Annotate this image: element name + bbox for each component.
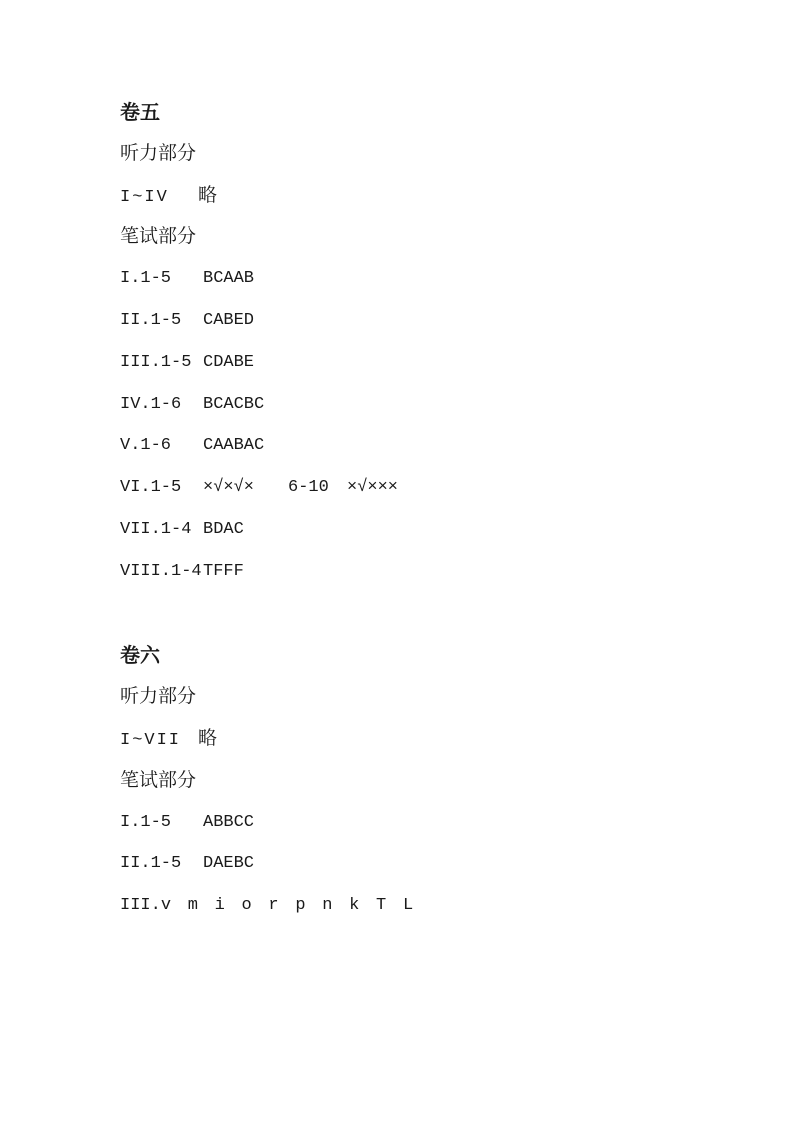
- answer-value: ×√×√×: [203, 478, 255, 498]
- answer-value: CABED: [203, 310, 255, 330]
- answer-value: CDABE: [203, 352, 255, 372]
- listening-range: I~IV: [120, 187, 169, 207]
- answer-range-2: 6-10: [288, 478, 329, 498]
- listening-note: 略: [198, 726, 218, 749]
- answer-label: II.1-5: [120, 310, 182, 330]
- answer-label: VII.1-4: [120, 519, 192, 539]
- answer-value: DAEBC: [203, 854, 255, 874]
- listening-heading: 听力部分: [120, 685, 197, 708]
- answer-value: TFFF: [203, 561, 244, 581]
- section-volume-5: [120, 100, 720, 602]
- answer-row: [120, 852, 720, 894]
- answer-row: [120, 560, 720, 602]
- answer-label: I.1-5: [120, 269, 172, 289]
- answer-row: [120, 351, 720, 393]
- answer-value: v m i o r p n k T L: [160, 896, 414, 916]
- listening-heading: 听力部分: [120, 141, 197, 164]
- section-volume-6: [120, 643, 720, 936]
- answer-value: BDAC: [203, 519, 244, 539]
- section-title-volume-6: 卷六: [120, 643, 160, 668]
- answer-value: BCACBC: [203, 394, 265, 414]
- listening-row: [120, 184, 720, 226]
- answer-label: III.: [120, 896, 161, 916]
- section-gap: [120, 602, 720, 644]
- written-heading: 笔试部分: [120, 768, 197, 791]
- answer-label: VIII.1-4: [120, 561, 202, 581]
- answer-row: [120, 518, 720, 560]
- answer-row: [120, 811, 720, 853]
- answer-value-2: ×√×××: [347, 478, 399, 498]
- answer-label: V.1-6: [120, 436, 172, 456]
- answer-row: [120, 434, 720, 476]
- answer-label: I.1-5: [120, 812, 172, 832]
- answer-value: BCAAB: [203, 269, 255, 289]
- answer-label: IV.1-6: [120, 394, 182, 414]
- section-title-volume-5: 卷五: [120, 100, 160, 124]
- answer-value: CAABAC: [203, 436, 265, 456]
- written-heading: 笔试部分: [120, 225, 197, 248]
- answer-row: [120, 309, 720, 351]
- document-page: [120, 100, 720, 936]
- answer-label: III.1-5: [120, 352, 192, 372]
- answer-row-letters: [120, 894, 720, 936]
- listening-note: 略: [198, 183, 218, 206]
- answer-row-marks: [120, 476, 720, 518]
- listening-range: I~VII: [120, 730, 182, 750]
- answer-label: II.1-5: [120, 854, 182, 874]
- answer-row: [120, 267, 720, 309]
- listening-row: [120, 727, 720, 769]
- answer-row: [120, 393, 720, 435]
- answer-value: ABBCC: [203, 812, 255, 832]
- answer-label: VI.1-5: [120, 478, 182, 498]
